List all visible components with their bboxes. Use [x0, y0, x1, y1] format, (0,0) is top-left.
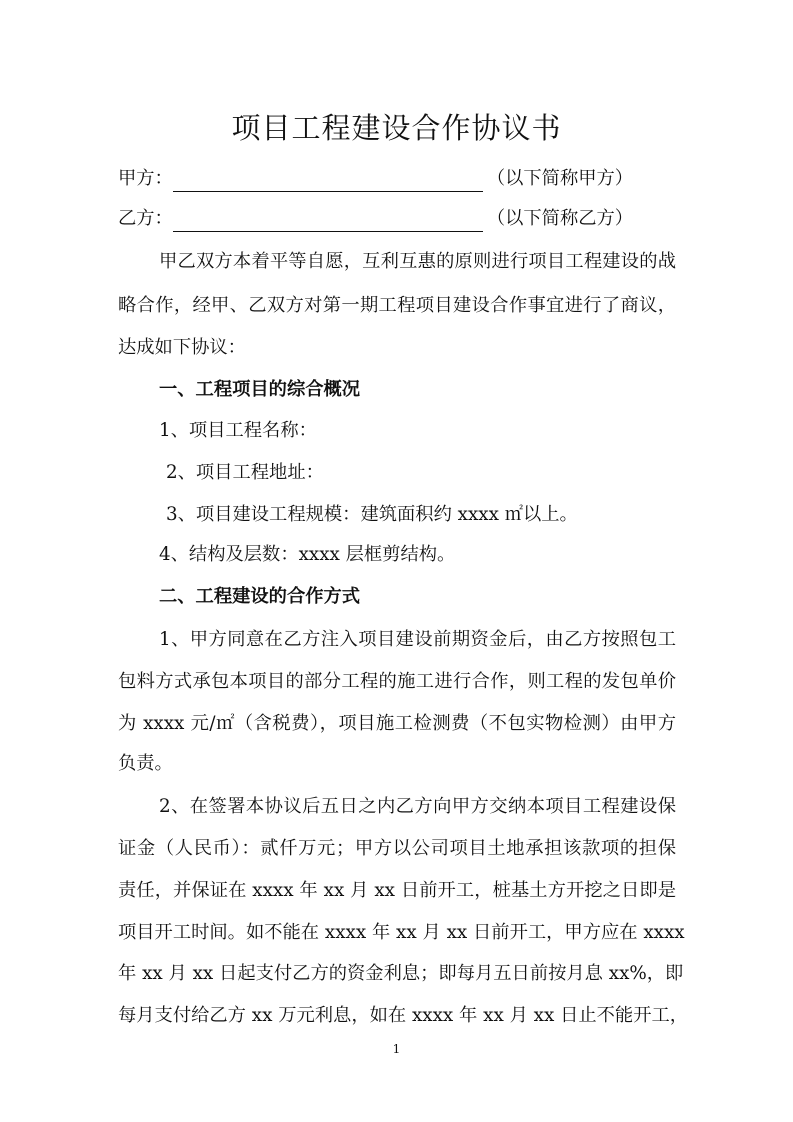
document-title: 项目工程建设合作协议书 [231, 111, 562, 145]
section-1-item-1: 1、项目工程名称： [159, 420, 317, 441]
section-2-para-2-line-6: 每月支付给乙方 xx 万元利息，如在 xxxx 年 xx 月 xx 日止不能开工， [118, 1005, 689, 1026]
section-2-heading: 二、工程建设的合作方式 [159, 586, 361, 607]
party-a-blank [173, 171, 483, 192]
section-2-para-2-line-4: 项目开工时间。如不能在 xxxx 年 xx 月 xx 日前开工，甲方应在 xxxx [118, 922, 685, 943]
intro-line-3: 达成如下协议： [118, 337, 246, 358]
party-a-line [118, 166, 633, 192]
party-b-label: 乙方： [118, 208, 173, 229]
party-a-note: （以下简称甲方） [486, 168, 634, 189]
section-2-para-1-line-3: 为 xxxx 元/㎡（含税费），项目施工检测费（不包实物检测）由甲方 [118, 713, 676, 734]
party-a-label: 甲方： [118, 168, 173, 189]
section-2-para-2-line-1: 2、在签署本协议后五日之内乙方向甲方交纳本项目工程建设保 [159, 796, 676, 817]
section-2-para-1-line-4: 负责。 [118, 753, 173, 774]
party-b-blank [173, 211, 483, 232]
section-2-para-2-line-5: 年 xx 月 xx 日起支付乙方的资金利息；即每月五日前按月息 xx%，即 [118, 963, 684, 984]
party-b-note: （以下简称乙方） [486, 208, 634, 229]
party-b-line [118, 206, 633, 232]
section-1-item-2: 2、项目工程地址： [166, 462, 324, 483]
section-1-item-3: 3、项目建设工程规模：建筑面积约 xxxx ㎡以上。 [166, 504, 578, 525]
section-2-para-2-line-2: 证金（人民币）：贰仟万元；甲方以公司项目土地承担该款项的担保 [118, 838, 676, 859]
section-2-para-1-line-2: 包料方式承包本项目的部分工程的施工进行合作，则工程的发包单价 [118, 671, 676, 692]
section-2-para-1-line-1: 1、甲方同意在乙方注入项目建设前期资金后，由乙方按照包工 [159, 629, 676, 650]
section-1-heading: 一、工程项目的综合概况 [159, 379, 361, 400]
intro-line-1: 甲乙双方本着平等自愿，互利互惠的原则进行项目工程建设的战 [159, 251, 676, 272]
page-number: 1 [392, 1042, 401, 1056]
section-1-item-4: 4、结构及层数：xxxx 层框剪结构。 [159, 544, 456, 565]
section-2-para-2-line-3: 责任，并保证在 xxxx 年 xx 月 xx 日前开工，桩基土方开挖之日即是 [118, 880, 676, 901]
intro-line-2: 略合作，经甲、乙双方对第一期工程项目建设合作事宜进行了商议， [118, 295, 676, 316]
